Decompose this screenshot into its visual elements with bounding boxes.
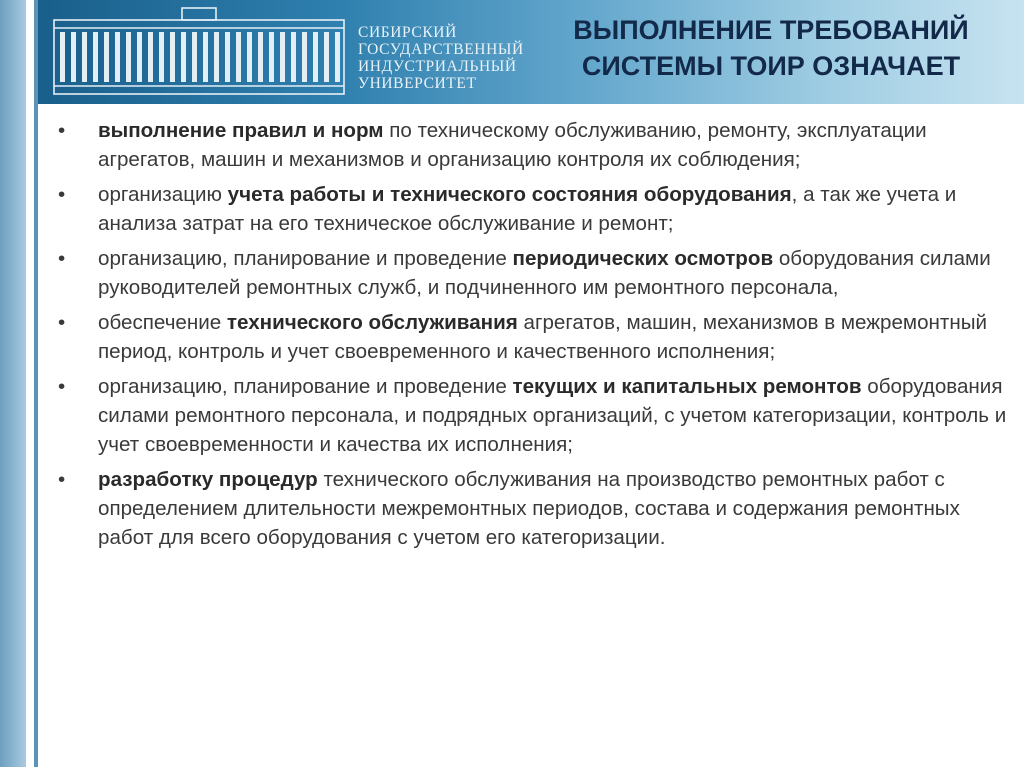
- logo-column: [60, 32, 65, 82]
- left-decor-strip: [0, 0, 26, 767]
- item-text-pre: организацию: [98, 183, 228, 206]
- university-name-line: УНИВЕРСИТЕТ: [358, 75, 477, 92]
- logo-column: [115, 32, 120, 82]
- list-item: [58, 180, 1008, 238]
- logo-column: [203, 32, 208, 82]
- list-item: [58, 372, 1008, 459]
- item-text-bold: технического обслуживания: [226, 311, 518, 334]
- logo-column: [137, 32, 142, 82]
- item-text-post: технического обслуживания на производство ремонтных работ с определением длительности межремонтных периодов, состава и содержания ремонтных работ для всего оборудования с учетом его категоризации.: [98, 468, 960, 549]
- bullet: •: [58, 183, 66, 206]
- logo-column: [324, 32, 329, 82]
- university-name-line: ИНДУСТРИАЛЬНЫЙ: [358, 58, 517, 75]
- bullet: •: [58, 247, 66, 270]
- list-item: [58, 465, 1008, 552]
- logo-column: [214, 32, 219, 82]
- item-text-post: , а так же учета и анализа затрат на его техническое обслуживание и ремонт;: [98, 183, 957, 235]
- logo-column: [236, 32, 241, 82]
- university-name: [358, 24, 558, 92]
- logo-column: [104, 32, 109, 82]
- list-item: [58, 244, 1008, 302]
- logo-column: [247, 32, 252, 82]
- logo-column: [93, 32, 98, 82]
- logo-column: [225, 32, 230, 82]
- item-text-pre: организацию, планирование и проведение: [98, 375, 513, 398]
- logo-column: [82, 32, 87, 82]
- item-text-post: оборудования силами руководителей ремонтных служб, и подчиненного им ремонтного персонала,: [98, 247, 991, 299]
- logo-column: [170, 32, 175, 82]
- logo-column: [280, 32, 285, 82]
- item-text-bold: текущих и капитальных ремонтов: [512, 375, 862, 398]
- item-text-bold: периодических осмотров: [512, 247, 774, 270]
- list-item: [58, 308, 1008, 366]
- bullet: •: [58, 119, 66, 142]
- requirements-list: [58, 116, 1008, 552]
- left-decor-line: [34, 0, 38, 767]
- logo-column: [313, 32, 318, 82]
- header-band: [38, 0, 1024, 104]
- university-name-line: ГОСУДАРСТВЕННЫЙ: [358, 41, 524, 58]
- logo-column: [269, 32, 274, 82]
- item-text-post: агрегатов, машин, механизмов в межремонтный период, контроль и учет своевременного и качественного исполнения;: [98, 311, 988, 363]
- item-text-bold: учета работы и технического состояния оборудования: [227, 183, 792, 206]
- logo-column: [291, 32, 296, 82]
- logo-column: [258, 32, 263, 82]
- logo-column: [302, 32, 307, 82]
- list-item: [58, 116, 1008, 174]
- university-building-icon: [50, 6, 350, 98]
- logo-column: [181, 32, 186, 82]
- item-text-bold: разработку процедур: [98, 468, 318, 491]
- logo-column: [159, 32, 164, 82]
- university-name-line: СИБИРСКИЙ: [358, 24, 457, 41]
- university-logo: [50, 6, 524, 98]
- bullet: •: [58, 375, 66, 398]
- bullet: •: [58, 468, 66, 491]
- logo-column: [126, 32, 131, 82]
- logo-column: [148, 32, 153, 82]
- slide-title-line: СИСТЕМЫ ТОИР ОЗНАЧАЕТ: [581, 51, 961, 81]
- content-area: [58, 116, 1008, 558]
- item-text-pre: организацию, планирование и проведение: [98, 247, 513, 270]
- item-text-pre: обеспечение: [98, 311, 227, 334]
- logo-column: [71, 32, 76, 82]
- slide-title-line: ВЫПОЛНЕНИЕ ТРЕБОВАНИЙ: [573, 15, 969, 45]
- item-text-post: оборудования силами ремонтного персонала, и подрядных организаций, с учетом категоризации, контроль и учет своевременности и качества их исполнения;: [98, 375, 1007, 456]
- item-text-bold: выполнение правил и норм: [98, 119, 384, 142]
- logo-column: [192, 32, 197, 82]
- bullet: •: [58, 311, 66, 334]
- slide-title: [556, 12, 986, 84]
- logo-column: [335, 32, 340, 82]
- item-text-post: по техническому обслуживанию, ремонту, эксплуатации агрегатов, машин и механизмов и организацию контроля их соблюдения;: [98, 119, 927, 171]
